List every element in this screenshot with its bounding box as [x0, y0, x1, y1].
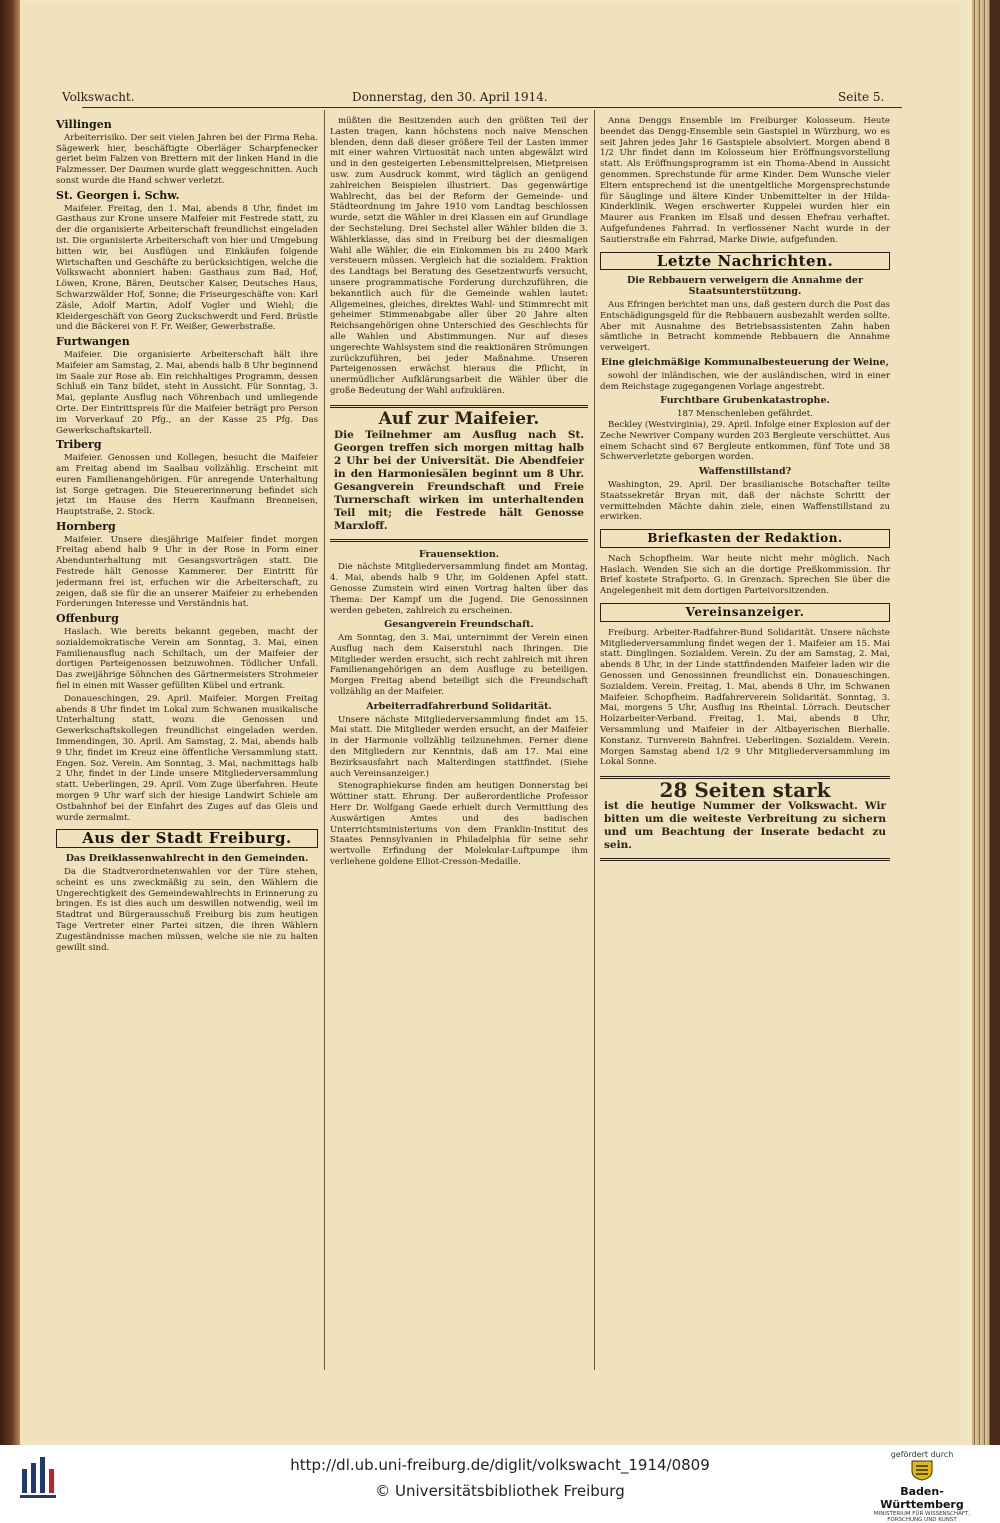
column-middle	[330, 116, 588, 1376]
article-headline: Furchtbare Grubenkatastrophe.	[660, 395, 830, 407]
section-box-clubs	[600, 603, 890, 622]
section-title: Hornberg	[56, 519, 116, 533]
article-text: Maifeier. Genossen und Kollegen, besucht die Maifeier am Freitag abend im Saalbau vollzählig. Erscheint mit euren Familienangehörigen. Für anregende Unterhaltung ist Sorge getragen. Die Steuererinnerung befindet sich jetzt im Hause des Herrn Kaufmann Brenneisen, Hauptstraße, 2. Stock.	[56, 453, 318, 518]
sponsor-badge	[862, 1450, 982, 1523]
box-title: Letzte Nachrichten.	[656, 251, 834, 270]
box-title: Vereinsanzeiger.	[685, 605, 805, 620]
section-box-letters	[600, 529, 890, 548]
notice-text: ist die heutige Nummer der Volkswacht. Wir bitten um die weiteste Verbreitung zu sichern und um Beachtung der Inserate bedacht zu sein.	[604, 800, 886, 852]
announcement-text: Die Teilnehmer am Ausflug nach St. Georgen treffen sich morgen mittag halb 2 Uhr bei der Universität. Die Abendfeier in den Harmoniesälen beginnt um 8 Uhr. Gesangverein Freundschaft und Freie Turnerschaft wirken im unterhaltenden Teil mit; die Festrede hält Genosse Marxloff.	[334, 428, 584, 532]
notice-title: 28 Seiten stark	[659, 778, 831, 803]
announcement-title: Auf zur Maifeier.	[378, 408, 540, 429]
document-url-link[interactable]: http://dl.ub.uni-freiburg.de/diglit/volkswacht_1914/0809	[290, 1456, 710, 1474]
column-left	[56, 116, 318, 1376]
article-headline: Das Dreiklassenwahlrecht in den Gemeinden.	[65, 853, 309, 865]
newspaper-page	[22, 6, 967, 1441]
section-title: St. Georgen i. Schw.	[56, 188, 180, 202]
article-text: Unsere nächste Mitgliederversammlung findet am 15. Mai statt. Die Mitglieder werden ersucht, an der Maifeier in der Harmonie vollzählig teilzunehmen. Ferner diene den Mitgliedern zur Kenntnis, daß am 17. Mai eine Bezirksausfahrt nach Malterdingen stattfindet. (Siehe auch Vereinsanzeiger.)	[330, 714, 588, 779]
section-title: Triberg	[56, 438, 102, 452]
maifeier-announcement	[330, 405, 588, 542]
article-text: Washington, 29. April. Der brasilianische Botschafter teilte Staatssekretär Bryan mit, daß der nächste Schritt der vermittelnden Mächte dahin ziele, einen Waffenstillstand zu erwirken.	[600, 479, 890, 523]
book-spine	[0, 0, 20, 1445]
header-rule	[82, 107, 902, 108]
article-text: sowohl der inländischen, wie der ausländischen, wird in einer dem Reichstage zugegangenen Vorlage angestrebt.	[600, 370, 890, 392]
article-headline: Gesangverein Freundschaft.	[384, 619, 534, 631]
sponsor-name: Baden-Württemberg	[880, 1485, 964, 1511]
article-headline: Frauensektion.	[418, 548, 500, 560]
article-text: müßten die Besitzenden auch den größten Teil der Lasten tragen, kann höchstens noch naive Menschen blenden, denn daß dieser größere Teil der Lasten immer mit einer wahren Virtuosität nach unten abgewälzt wird und in den gesteigerten Lebensmittelpreisen, Mietpreisen usw. zum Ausdruck kommt, wird täglich an genügend zahlreichen Beispielen illustriert. Das gegenwärtige Wahlrecht, das bei der Reform der Gemeinde- und Städteordnung im Jahre 1910 vom Landtag beschlossen wurde, setzt die Wähler in drei Klassen ein auf Grundlage der Sechstelung. Drei Sechstel aller Wähler bilden die 3. Wählerklasse, das sind in Freiburg bei der diesmaligen Wahl alle Wähler, die ein Einkommen bis zu 2400 Mark versteuern müssen. Vergleich hat die sozialdem. Fraktion des Landtags bei Beratung des Gesetzentwurfs versucht, unsere programmatische Forderung durchzuführen, die bekanntlich auch für die Gemeinde wahlen lautet: Allgemeines, gleiches, direktes Wahl- und Stimmrecht mit geheimer Stimmenabgabe aller über 20 Jahre alten Reichsangehörigen ohne Unterschied des Geschlechts für alle Wahlen und Abstimmungen. Nur auf dieses ungerechte Wahlsystem sind die reaktionären Strömungen zurückzuführen, bei jeder Maßnahme. Unseren Parteigenossen erwächst hieraus die Pflicht, in unermüdlicher Aufklärungsarbeit die Wähler über die große Bedeutung der Wahl aufzuklären.	[330, 116, 588, 396]
article-text: Die nächste Mitgliederversammlung findet am Montag, 4. Mai, abends halb 9 Uhr, im Goldenen Apfel statt. Genosse Zumstein wird einen Vortrag halten über das Thema: Der Kampf um die Jugend. Die Genossinnen werden gebeten, zahlreich zu erscheinen.	[330, 562, 588, 616]
article-text: Nach Schopfheim. War heute nicht mehr möglich. Nach Haslach. Wenden Sie sich an die dortige Preßkommission. Ihr Brief kostete Strafporto. G. in Grenzach. Sprechen Sie über die Angelegenheit mit dem dortigen Parteivorsitzenden.	[600, 553, 890, 597]
article-text: Aus Efringen berichtet man uns, daß gestern durch die Post das Entschädigungsgeld für die Rebbauern ausbezahlt werden sollte. Aber mit Ausnahme des Betriebsassistenten Zahn haben sämtliche in Betracht kommende Rebbauern die Annahme verweigert.	[600, 299, 890, 354]
article-text: Freiburg. Arbeiter-Radfahrer-Bund Solidarität. Unsere nächste Mitgliederversammlung findet wegen der 1. Maifeier am 15. Mai statt. Dinglingen. Sozialdem. Verein. Zu der am Samstag, 2. Mai, abends 8 Uhr, in der Linde stattfindenden Maifeier laden wir die Genossen und Genossinnen freundlichst ein. Donaueschingen. Sozialdem. Verein. Freitag, 1. Mai, abends 8 Uhr, im Schwanen Maifeier. Schopfheim. Radfahrerverein Solidarität. Sonntag, 3. Mai, morgens 5 Uhr, Ausflug ins Rheintal. Lörrach. Deutscher Holzarbeiter-Verband. Freitag, 1. Mai, abends 8 Uhr, Versammlung und Maifeier in der Altbayerischen Bierhalle. Konstanz. Turnverein Bahnfrei. Ueberlingen. Sozialdem. Verein. Morgen Samstag abend 1/2 9 Uhr Mitgliederversammlung im Lokal Sonne.	[600, 627, 890, 768]
running-head-page: Seite 5.	[838, 90, 885, 104]
sponsor-line: gefördert durch	[890, 1450, 954, 1459]
article-text: Donaueschingen, 29. April. Maifeier. Morgen Freitag abends 8 Uhr findet im Lokal zum Schwanen musikalische Unterhaltung statt, wozu die Genossen und Gewerkschaftskollegen freundlichst eingeladen werden. Immendingen, 30. April. Am Samstag, 2. Mai, abends halb 9 Uhr, findet im Kreuz eine öffentliche Versammlung statt. Engen. Soz. Verein. Am Sonntag, 3. Mai, nachmittags halb 2 Uhr, findet in der Linde unsere Mitgliederversammlung statt. Ueberlingen, 29. April. Vom Zuge überfahren. Heute morgen 9 Uhr warf sich der hiesige Landwirt Schiele am Ostbahnhof bei der Einfahrt des Zuges auf das Gleis und wurde zermalmt.	[56, 693, 318, 823]
running-head-left: Volkswacht.	[62, 90, 135, 104]
article-text: Maifeier. Freitag, den 1. Mai, abends 8 Uhr, findet im Gasthaus zur Krone unsere Maifeier mit Festrede statt, zu der die organisierte Arbeiterschaft freundlichst eingeladen ist. Die organisierte Arbeiterschaft von hier und Umgebung bitten wir, bei Ausflügen und Einkäufen folgende Wirtschaften und Geschäfte zu berücksichtigen, welche die Volkswacht abonniert haben: Gasthaus zum Bad, Hof, Löwen, Krone, Bären, Deutscher Kaiser, Deutsches Haus, Schwarzwälder Hof, Sonne; die Friseurgeschäfte von: Karl Zäsle, Adolf Martin, Adolf Vogler und Wiehl; die Kleidergeschäft von Georg Zuckschwerdt und Ferd. Brüstle und die Bäckerei von F. Fr. Weißer, Gewerbstraße.	[56, 203, 318, 333]
coat-of-arms-icon	[909, 1459, 935, 1481]
article-text: Da die Stadtverordnetenwahlen vor der Türe stehen, scheint es uns zweckmäßig zu sein, den Wählern die Ungerechtigkeit des Gemeindewahlrechts in Erinnerung zu bringen. Es ist dies auch um deswillen notwendig, weil im Stadtrat und Bürgerausschuß Freiburg bis zum heutigen Tage Vertreter einer Partei sitzen, die ihren Wählern Zugeständnisse machen müssen, welche sie nie zu halten gewillt sind.	[56, 867, 318, 953]
section-title: Furtwangen	[56, 335, 130, 349]
article-text: Beckley (Westvirginia), 29. April. Infolge einer Explosion auf der Zeche Newriver Company wurden 203 Bergleute verschüttet. Aus einem Schacht sind 67 Bergleute entkommen, fünf Tote und 38 Schwerverletzte geborgen worden.	[600, 419, 890, 463]
column-rule	[594, 110, 595, 1370]
section-box-news	[600, 252, 890, 271]
article-text: Arbeiterrisiko. Der seit vielen Jahren bei der Firma Reha. Sägewerk hier, beschäftigte Oberläger Scharpfenecker geriet beim Falzen von Brettern mit der linken Hand in die Falzmesser. Der Daumen wurde glatt weggeschnitten. Auch sonst wurde die Hand schwer verletzt.	[56, 132, 318, 186]
sponsor-ministry: MINISTERIUM FÜR WISSENSCHAFT, FORSCHUNG UND KUNST	[873, 1511, 971, 1523]
box-title: Briefkasten der Redaktion.	[647, 531, 843, 546]
article-text: Haslach. Wie bereits bekannt gegeben, macht der sozialdemokratische Verein am Sonntag, 3. Mai, einen Familienausflug nach Schiltach, um der Maifeier der dortigen Parteigenossen beizuwohnen. Tödlicher Unfall. Das zweijährige Söhnchen des Gärtnermeisters Strohmeier fiel in einen mit Wasser gefüllten Kübel und ertrank.	[56, 627, 318, 692]
section-box-freiburg	[56, 829, 318, 848]
article-headline: Eine gleichmäßige Kommunalbesteuerung der Weine,	[601, 356, 889, 368]
article-text: Anna Denggs Ensemble im Freiburger Kolosseum. Heute beendet das Dengg-Ensemble sein Gastspiel in Würzburg, wo es seit Jahren jedes Jahr 16 Gastspiele absolviert. Morgen abend 8 1/2 Uhr findet dann im Kolosseum hier Eröffnungsvorstellung statt. Als Eröffnungsprogramm ist ein Thoma-Abend in Aussicht genommen. Sprechstunde für arme Kinder. Dem Wunsche vieler Eltern entsprechend ist die unentgeltliche Morgensprechstunde für Säuglinge und ältere Kinder Unbemittelter in der Hilda-Kinderklinik. Wegen erschwerter Kuppelei wurden hier ein Maurer aus Franken im Elsaß und dessen Ehefrau verhaftet. Aufgefundenes Fahrrad. In verflossener Nacht wurde in der Sautierstraße ein Fahrrad, Marke Diwie, aufgefunden.	[600, 116, 890, 245]
column-right	[600, 116, 890, 1376]
column-rule	[324, 110, 325, 1370]
article-subheadline: 187 Menschenleben gefährdet.	[677, 409, 813, 420]
book-cover-edge	[990, 0, 1000, 1445]
running-head-date: Donnerstag, den 30. April 1914.	[352, 90, 548, 104]
article-text: Am Sonntag, den 3. Mai, unternimmt der Verein einen Ausflug nach dem Kaiserstuhl nach Ihringen. Die Mitglieder werden ersucht, sich recht zahlreich mit ihren Familienangehörigen an dem Ausfluge zu beteiligen. Morgen Freitag abend beteiligt sich die Freundschaft vollzählig an der Maifeier.	[330, 633, 588, 698]
article-text: Stenographiekurse finden am heutigen Donnerstag bei Wöttiner statt. Ehrung. Der außerordentliche Professor Herr Dr. Wolfgang Gaede erhielt durch Vermittlung des Auswärtigen Amtes und des badischen Unterrichtsministeriums von dem Franklin-Institut des Staates Pennsylvanien in Philadelphia für seine sehr wertvolle Erfindung der Molekular-Luftpumpe ihm verliehene goldene Elliot-Cresson-Medaille.	[330, 781, 588, 868]
article-headline: Die Rebbauern verweigern die Annahme der Staatsunterstützung.	[626, 275, 863, 298]
page-count-notice	[600, 776, 890, 861]
article-headline: Arbeiterradfahrerbund Solidarität.	[366, 700, 552, 712]
article-headline: Waffenstillstand?	[698, 466, 792, 478]
article-text: Maifeier. Unsere diesjährige Maifeier findet morgen Freitag abend halb 9 Uhr in der Rose in Form einer Abendunterhaltung mit Gesangsvorträgen statt. Die Festrede hält Genosse Kammerer. Der Eintritt für jedermann frei ist, erfuchen wir die Arbeiterschaft, zu zeigen, daß sie für die an unserer Maifeier zu erhebenden Forderungen Interesse und Verständnis hat.	[56, 534, 318, 610]
footer-bar	[0, 1445, 1000, 1510]
article-text: Maifeier. Die organisierte Arbeiterschaft hält ihre Maifeier am Samstag, 2. Mai, abends halb 8 Uhr beginnend im Saale zur Rose ab. Ein reichhaltiges Programm, dessen Schluß ein Tanz bildet, steht in Aussicht. Für Sonntag, 3. Mai, geplante Ausflug nach Vöhrenbach und umliegende Orte. Der Eintrittspreis für die Maifeier beträgt pro Person im Vorverkauf 20 Pfg., an der Kasse 25 Pfg. Das Gewerkschaftskartell.	[56, 349, 318, 436]
copyright-notice: © Universitätsbibliothek Freiburg	[375, 1482, 625, 1500]
section-title: Villingen	[56, 118, 112, 131]
box-title: Aus der Stadt Freiburg.	[82, 829, 292, 848]
section-title: Offenburg	[56, 612, 119, 626]
